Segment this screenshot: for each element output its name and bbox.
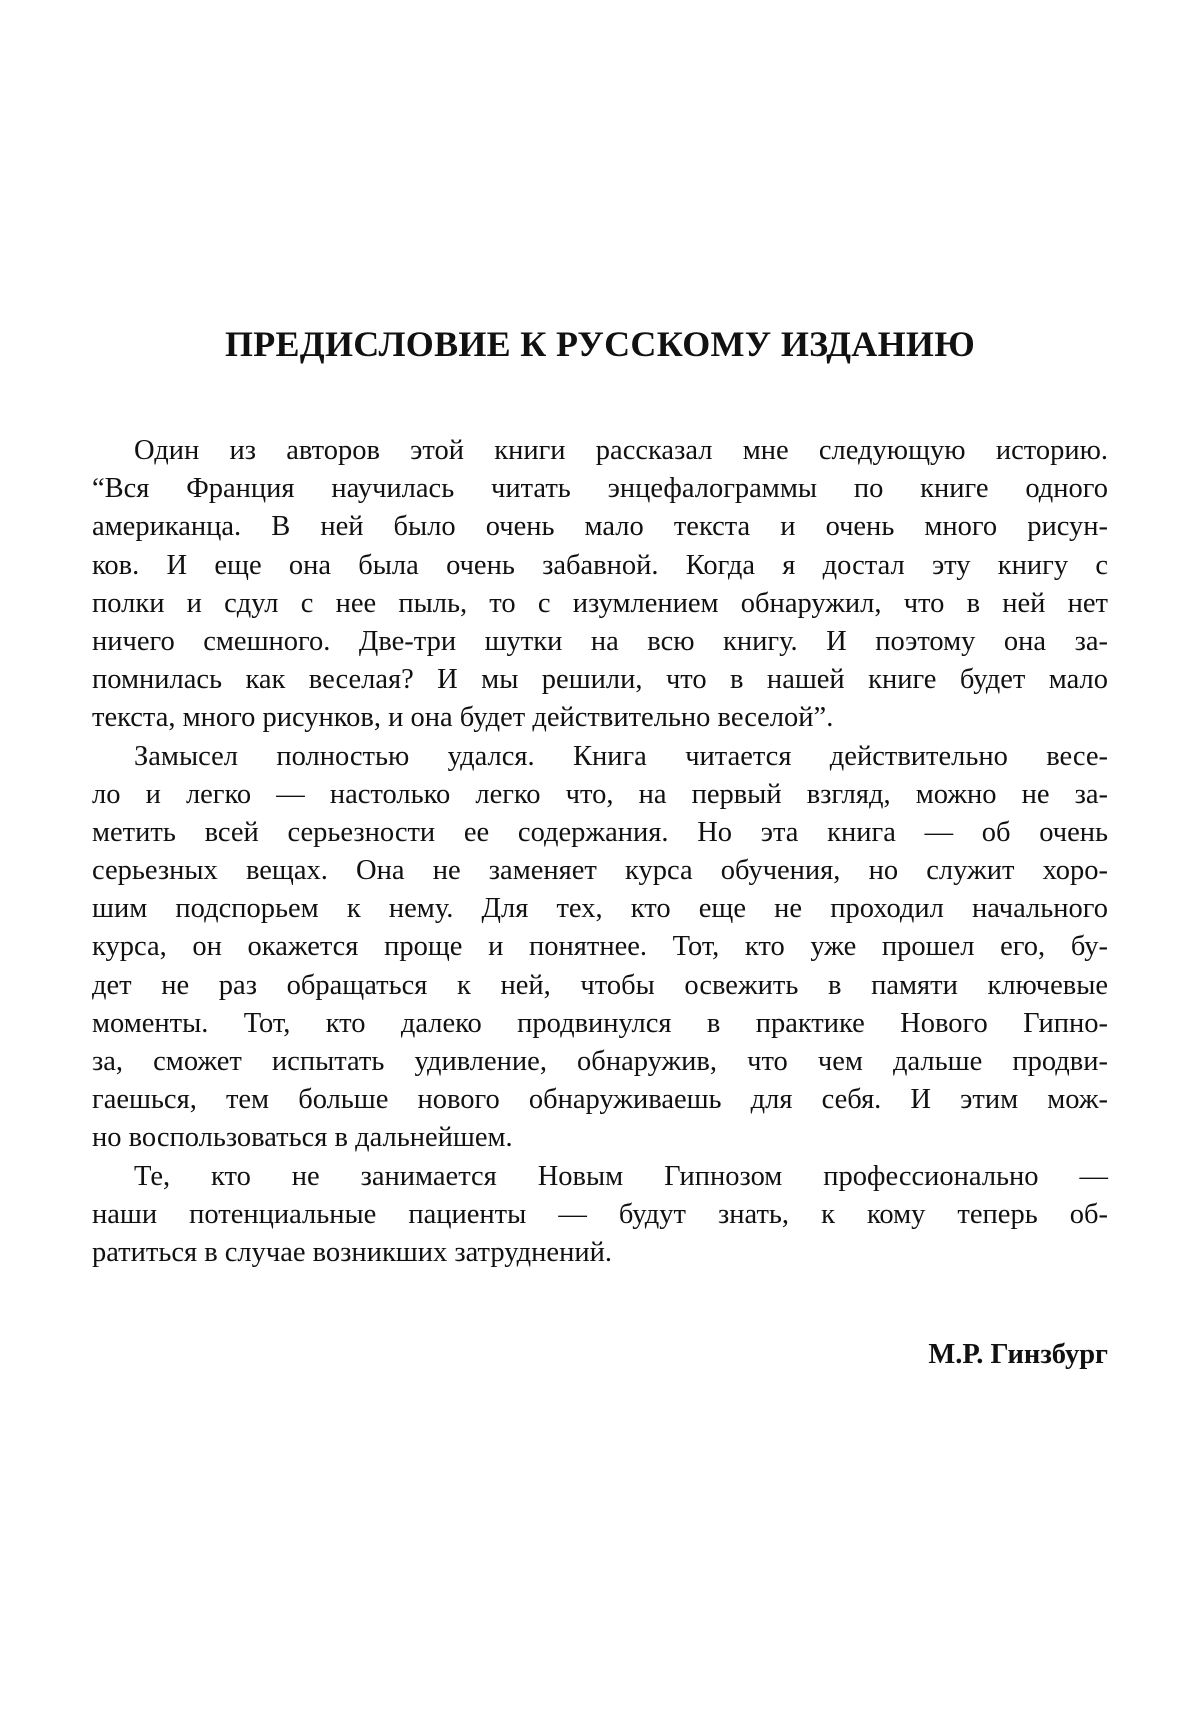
- text-line: текста, много рисунков, и она будет действительно веселой”.: [92, 702, 834, 734]
- preface-body: [92, 432, 1108, 1272]
- text-line: ло и легко — настолько легко что, на первый взгляд, можно не за-: [92, 778, 1108, 810]
- text-line: ничего смешного. Две-три шутки на всю книгу. И поэтому она за-: [92, 625, 1108, 657]
- text-line: Один из авторов этой книги рассказал мне следующую историю.: [134, 435, 1108, 466]
- text-line: ков. И еще она была очень забавной. Когда я достал эту книгу с: [92, 549, 1108, 581]
- text-line: дет не раз обращаться к ней, чтобы освежить в памяти ключевые: [92, 969, 1108, 1001]
- text-line: американца. В ней было очень мало текста и очень много рисун-: [92, 511, 1108, 543]
- text-line: Замысел полностью удался. Книга читается действительно весе-: [134, 740, 1108, 772]
- author-signature: М.Р. Гинзбург: [928, 1339, 1108, 1370]
- text-line: курса, он окажется проще и понятнее. Тот, кто уже прошел его, бу-: [92, 931, 1108, 963]
- text-line: помнилась как веселая? И мы решили, что в нашей книге будет мало: [92, 664, 1108, 696]
- paragraph-1: [92, 432, 1108, 738]
- text-line: за, сможет испытать удивление, обнаружив, что чем дальше продви-: [92, 1046, 1108, 1077]
- text-line: ратиться в случае возникших затруднений.: [92, 1236, 612, 1268]
- text-line: но воспользоваться в дальнейшем.: [92, 1122, 513, 1154]
- text-line: Те, кто не занимается Новым Гипнозом профессионально —: [134, 1160, 1108, 1192]
- text-line: моменты. Тот, кто далеко продвинулся в практике Нового Гипно-: [92, 1007, 1108, 1039]
- text-line: наши потенциальные пациенты — будут знать, к кому теперь об-: [92, 1198, 1108, 1230]
- text-line: шим подспорьем к нему. Для тех, кто еще не проходил начального: [92, 893, 1108, 925]
- paragraph-3: [92, 1158, 1108, 1273]
- text-line: гаешься, тем больше нового обнаруживаешь для себя. И этим мож-: [92, 1084, 1108, 1116]
- page-title: ПРЕДИСЛОВИЕ К РУССКОМУ ИЗДАНИЮ: [224, 324, 976, 364]
- text-line: метить всей серьезности ее содержания. Но эта книга — об очень: [92, 816, 1108, 848]
- paragraph-2: [92, 738, 1108, 1158]
- text-line: полки и сдул с нее пыль, то с изумлением обнаружил, что в ней нет: [92, 587, 1108, 619]
- text-line: “Вся Франция научилась читать энцефалограммы по книге одного: [92, 473, 1108, 505]
- text-line: серьезных вещах. Она не заменяет курса обучения, но служит хоро-: [92, 855, 1108, 887]
